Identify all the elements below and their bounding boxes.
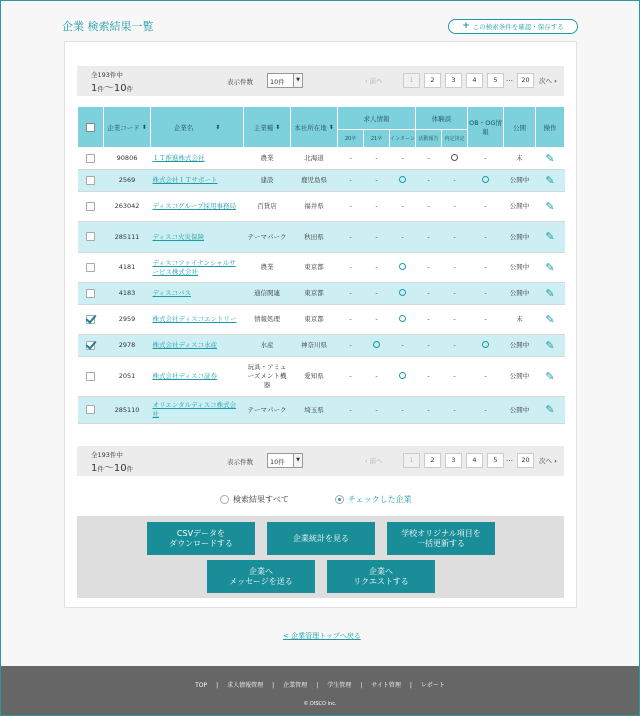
cell-r21: -	[364, 397, 390, 424]
cell-offer	[442, 148, 468, 170]
cell-industry: 百貨店	[244, 192, 291, 222]
cell-industry: 農業	[244, 148, 291, 170]
cell-ob: -	[468, 357, 504, 397]
cell-name	[151, 335, 244, 357]
cell-offer: -	[442, 170, 468, 192]
company-stats-button[interactable]: 企業統計を見る	[267, 522, 375, 555]
company-link[interactable]: ディスコファイナンシャルサービス株式会社	[152, 258, 236, 276]
footer-link[interactable]: 企業管理	[283, 682, 308, 689]
edit-pencil-icon[interactable]: ✎	[545, 403, 555, 417]
chevron-down-icon: ▼	[293, 74, 302, 87]
result-range: 1件～10件	[91, 83, 134, 94]
cell-select	[78, 222, 104, 253]
cell-industry: 建設	[244, 170, 291, 192]
cell-ob: -	[468, 397, 504, 424]
cell-hq: 愛知県	[291, 357, 338, 397]
cell-offer: -	[442, 283, 468, 305]
footer-separator: |	[216, 682, 219, 689]
page-5[interactable]: 5	[487, 453, 504, 468]
edit-pencil-icon[interactable]: ✎	[545, 312, 555, 326]
cell-offer: -	[442, 335, 468, 357]
cell-industry: 玩具・アミューズメント機器	[244, 357, 291, 397]
footer-nav	[0, 680, 640, 689]
cell-offer: -	[442, 357, 468, 397]
edit-pencil-icon[interactable]: ✎	[545, 151, 555, 165]
save-condition-button[interactable]	[448, 19, 578, 34]
col-code[interactable]: 企業コード ⬍	[104, 107, 151, 148]
cell-select	[78, 335, 104, 357]
company-link[interactable]: 株式会社ディスコエントリー	[152, 315, 237, 324]
cell-r21: -	[364, 283, 390, 305]
row-checkbox[interactable]	[86, 289, 95, 298]
page-5[interactable]: 5	[487, 73, 504, 88]
cell-act: -	[416, 397, 442, 424]
cell-intern: -	[390, 222, 416, 253]
company-link[interactable]: ディスコグループ採用事務局	[152, 202, 236, 211]
col-ob: OB・OG情報	[468, 107, 504, 148]
cell-industry: 情報処理	[244, 305, 291, 335]
cell-ob: -	[468, 148, 504, 170]
cell-select	[78, 397, 104, 424]
row-checkbox[interactable]	[86, 176, 95, 185]
company-link[interactable]: ＩＴ推進株式会社	[152, 154, 205, 163]
cell-act: -	[416, 253, 442, 283]
sort-icon[interactable]: ⬍	[328, 123, 334, 131]
footer-separator: |	[272, 682, 275, 689]
cell-operation	[536, 170, 565, 192]
per-page-label: 表示件数	[227, 458, 253, 466]
col-intern: インターン	[390, 130, 416, 148]
cell-name	[151, 357, 244, 397]
cell-name	[151, 148, 244, 170]
cell-industry: テーマパーク	[244, 222, 291, 253]
cell-ob: -	[468, 305, 504, 335]
cell-r20: -	[338, 283, 364, 305]
cell-pub: 未	[504, 148, 536, 170]
cell-hq: 東京都	[291, 253, 338, 283]
cell-r20: -	[338, 305, 364, 335]
cell-select	[78, 192, 104, 222]
result-range: 1件～10件	[91, 463, 134, 474]
cell-operation	[536, 192, 565, 222]
row-checkbox[interactable]	[86, 405, 95, 414]
cell-r20: -	[338, 357, 364, 397]
company-link[interactable]: ディスコ火災保険	[152, 232, 204, 241]
cell-r21: -	[364, 222, 390, 253]
cell-name	[151, 222, 244, 253]
footer-separator: |	[316, 682, 319, 689]
cell-offer: -	[442, 397, 468, 424]
edit-pencil-icon[interactable]: ✎	[545, 230, 555, 244]
cell-pub: 公開中	[504, 253, 536, 283]
cell-name	[151, 253, 244, 283]
cell-select	[78, 148, 104, 170]
per-page-label: 表示件数	[227, 78, 253, 86]
table-row	[78, 397, 565, 424]
cell-industry: 水産	[244, 335, 291, 357]
cell-operation	[536, 357, 565, 397]
cell-ob	[468, 170, 504, 192]
cell-offer: -	[442, 222, 468, 253]
page-20[interactable]: 20	[517, 73, 534, 88]
cell-pub: 未	[504, 305, 536, 335]
cell-ob: -	[468, 222, 504, 253]
circle-mark-icon[interactable]	[399, 372, 406, 379]
cell-act: -	[416, 192, 442, 222]
cell-industry: テーマパーク	[244, 397, 291, 424]
cell-pub: 公開中	[504, 222, 536, 253]
prev-page-link[interactable]: ‹ 前へ	[365, 77, 383, 85]
page-3[interactable]: 3	[445, 453, 462, 468]
cell-r20: -	[338, 335, 364, 357]
cell-operation	[536, 148, 565, 170]
prev-page-link[interactable]: ‹ 前へ	[365, 457, 383, 465]
page-4[interactable]: 4	[466, 73, 483, 88]
copyright: © DISCO Inc.	[303, 701, 337, 707]
page-ellipsis: …	[506, 75, 513, 83]
page-2[interactable]: 2	[424, 73, 441, 88]
cell-intern	[390, 357, 416, 397]
cell-hq: 埼玉県	[291, 397, 338, 424]
cell-pub: 公開中	[504, 283, 536, 305]
cell-ob: -	[468, 192, 504, 222]
col-experience: 体験談	[416, 107, 468, 130]
cell-operation	[536, 253, 565, 283]
edit-pencil-icon[interactable]: ✎	[545, 199, 555, 213]
col-industry[interactable]: 主業種 ⬍	[244, 107, 291, 148]
cell-hq: 東京都	[291, 305, 338, 335]
edit-pencil-icon[interactable]: ✎	[545, 260, 555, 274]
cell-intern	[390, 170, 416, 192]
footer-separator: |	[360, 682, 363, 689]
circle-mark-icon[interactable]	[482, 176, 489, 183]
cell-industry: 農業	[244, 253, 291, 283]
company-link[interactable]: 株式会社ディスコ水産	[152, 341, 217, 350]
cell-offer: -	[442, 192, 468, 222]
cell-code: 285110	[104, 397, 151, 424]
table-row	[78, 170, 565, 192]
chevron-down-icon: ▼	[293, 454, 302, 467]
cell-hq: 北海道	[291, 148, 338, 170]
cell-select	[78, 283, 104, 305]
row-checkbox[interactable]	[86, 341, 95, 350]
cell-hq: 鹿児島県	[291, 170, 338, 192]
col-hq[interactable]: 本社所在地 ⬍	[291, 107, 338, 148]
cell-r20: -	[338, 192, 364, 222]
cell-operation	[536, 283, 565, 305]
table-row	[78, 148, 565, 170]
row-checkbox[interactable]	[86, 232, 95, 241]
school-bulk-update-button[interactable]: 学校オリジナル項目を 一括更新する	[387, 522, 495, 555]
cell-r21: -	[364, 357, 390, 397]
results-card	[64, 41, 577, 608]
cell-offer: -	[442, 305, 468, 335]
cell-r20: -	[338, 222, 364, 253]
page-title: 企業 検索結果一覧	[62, 20, 154, 33]
filter-all-radio[interactable]: 検索結果すべて	[220, 494, 289, 505]
footer-separator: |	[409, 682, 412, 689]
edit-pencil-icon[interactable]: ✎	[545, 286, 555, 300]
cell-select	[78, 305, 104, 335]
footer-link[interactable]: サイト管理	[371, 682, 401, 689]
cell-r20: -	[338, 397, 364, 424]
circle-mark-icon[interactable]	[451, 154, 458, 161]
per-page-select[interactable]: 10件 ▼	[267, 73, 303, 88]
col-r21: 21卒	[364, 130, 390, 148]
cell-operation	[536, 397, 565, 424]
sort-icon[interactable]: ⬍	[275, 123, 281, 131]
pager-top	[77, 66, 564, 96]
cell-r21: -	[364, 305, 390, 335]
cell-r21	[364, 335, 390, 357]
company-link[interactable]: オリエンタルディスコ株式会社	[152, 401, 237, 418]
cell-name	[151, 283, 244, 305]
cell-code: 4181	[104, 253, 151, 283]
cell-hq: 福井県	[291, 192, 338, 222]
result-count: 全193件中	[91, 71, 123, 79]
edit-pencil-icon[interactable]: ✎	[545, 369, 555, 383]
cell-intern	[390, 283, 416, 305]
cell-act: -	[416, 222, 442, 253]
cell-intern: -	[390, 192, 416, 222]
next-page-link[interactable]: 次へ ›	[539, 77, 557, 85]
col-r20: 20卒	[338, 130, 364, 148]
cell-select	[78, 253, 104, 283]
cell-operation	[536, 305, 565, 335]
cell-act: -	[416, 170, 442, 192]
edit-pencil-icon[interactable]: ✎	[545, 173, 555, 187]
cell-name	[151, 397, 244, 424]
table-row	[78, 305, 565, 335]
cell-operation	[536, 222, 565, 253]
select-all-checkbox[interactable]	[86, 123, 95, 132]
cell-name	[151, 170, 244, 192]
row-checkbox[interactable]	[86, 315, 95, 324]
circle-mark-icon[interactable]	[399, 315, 406, 322]
cell-act: -	[416, 357, 442, 397]
col-operation: 操作	[536, 107, 565, 148]
save-condition-label: この検索条件を確認・保存する	[472, 23, 564, 31]
cell-pub: 公開中	[504, 192, 536, 222]
send-request-button[interactable]: 企業へ リクエストする	[327, 560, 435, 593]
circle-mark-icon[interactable]	[482, 341, 489, 348]
table-row	[78, 192, 565, 222]
footer	[0, 666, 640, 716]
cell-code: 2569	[104, 170, 151, 192]
col-public: 公開	[504, 107, 536, 148]
cell-pub: 公開中	[504, 170, 536, 192]
cell-r20: -	[338, 253, 364, 283]
send-message-button[interactable]: 企業へ メッセージを送る	[207, 560, 315, 593]
company-link[interactable]: 株式会社ＩＴサポート	[152, 176, 218, 185]
cell-offer: -	[442, 253, 468, 283]
sort-icon[interactable]: ⬍	[141, 123, 147, 131]
cell-industry: 通信関連	[244, 283, 291, 305]
cell-hq: 神奈川県	[291, 335, 338, 357]
row-checkbox[interactable]	[86, 263, 95, 272]
page-3[interactable]: 3	[445, 73, 462, 88]
company-link[interactable]: ディスコバス	[152, 289, 191, 298]
cell-act: -	[416, 283, 442, 305]
cell-r20: -	[338, 170, 364, 192]
cell-hq: 東京都	[291, 283, 338, 305]
company-link[interactable]: 株式会社ディスコ証券	[152, 372, 217, 381]
cell-operation	[536, 335, 565, 357]
plus-icon: +	[462, 21, 470, 31]
per-page-select[interactable]: 10件 ▼	[267, 453, 303, 468]
cell-r21: -	[364, 170, 390, 192]
footer-link[interactable]: レポート	[420, 682, 445, 689]
cell-r21: -	[364, 148, 390, 170]
col-name[interactable]: 企業名 ⬍	[151, 107, 244, 148]
page-1[interactable]: 1	[403, 73, 420, 88]
cell-intern	[390, 253, 416, 283]
next-page-link[interactable]: 次へ ›	[539, 457, 557, 465]
footer-link[interactable]: 学生管理	[327, 682, 352, 689]
col-activity: 活動報告	[416, 130, 442, 148]
cell-name	[151, 192, 244, 222]
cell-code: 285111	[104, 222, 151, 253]
cell-select	[78, 170, 104, 192]
circle-mark-icon[interactable]	[399, 263, 406, 270]
cell-code: 263042	[104, 192, 151, 222]
cell-ob	[468, 335, 504, 357]
table-row	[78, 335, 565, 357]
action-panel	[77, 516, 564, 598]
cell-code: 4183	[104, 283, 151, 305]
radio-icon[interactable]	[335, 495, 344, 504]
col-offer: 内定決定	[442, 130, 468, 148]
cell-code: 2959	[104, 305, 151, 335]
cell-intern: -	[390, 148, 416, 170]
row-checkbox[interactable]	[86, 202, 95, 211]
result-count: 全193件中	[91, 451, 123, 459]
cell-select	[78, 357, 104, 397]
page-ellipsis: …	[506, 455, 513, 463]
cell-intern: -	[390, 397, 416, 424]
cell-code: 2051	[104, 357, 151, 397]
circle-mark-icon[interactable]	[373, 341, 380, 348]
cell-pub: 公開中	[504, 357, 536, 397]
cell-pub: 公開中	[504, 397, 536, 424]
table-row	[78, 357, 565, 397]
table-row	[78, 283, 565, 305]
table-row	[78, 253, 565, 283]
cell-ob: -	[468, 283, 504, 305]
row-checkbox[interactable]	[86, 154, 95, 163]
cell-ob: -	[468, 253, 504, 283]
col-recruit: 求人情報	[338, 107, 416, 130]
radio-icon[interactable]	[220, 495, 229, 504]
footer-link[interactable]: TOP	[195, 682, 208, 689]
company-table	[77, 106, 565, 424]
cell-r20: -	[338, 148, 364, 170]
page-4[interactable]: 4	[466, 453, 483, 468]
page-1[interactable]: 1	[403, 453, 420, 468]
cell-act: -	[416, 305, 442, 335]
cell-code: 90806	[104, 148, 151, 170]
edit-pencil-icon[interactable]: ✎	[545, 338, 555, 352]
row-checkbox[interactable]	[86, 372, 95, 381]
footer-link[interactable]: 求人情報管理	[227, 682, 264, 689]
cell-pub: 公開中	[504, 335, 536, 357]
cell-intern: -	[390, 335, 416, 357]
circle-mark-icon[interactable]	[399, 176, 406, 183]
cell-r21: -	[364, 192, 390, 222]
cell-act: -	[416, 148, 442, 170]
filter-checked-radio[interactable]: チェックした企業	[335, 494, 412, 505]
cell-hq: 秋田県	[291, 222, 338, 253]
cell-name	[151, 305, 244, 335]
page-2[interactable]: 2	[424, 453, 441, 468]
cell-act: -	[416, 335, 442, 357]
cell-code: 2978	[104, 335, 151, 357]
circle-mark-icon[interactable]	[399, 289, 406, 296]
csv-download-button[interactable]: CSVデータを ダウンロードする	[147, 522, 255, 555]
cell-intern	[390, 305, 416, 335]
page-20[interactable]: 20	[517, 453, 534, 468]
pager-bottom	[77, 446, 564, 476]
target-filter	[220, 494, 500, 505]
back-to-company-top-link[interactable]: < 企業管理トップへ戻る	[283, 632, 361, 640]
sort-icon[interactable]: ⬍	[215, 123, 221, 131]
table-row	[78, 222, 565, 253]
cell-r21: -	[364, 253, 390, 283]
